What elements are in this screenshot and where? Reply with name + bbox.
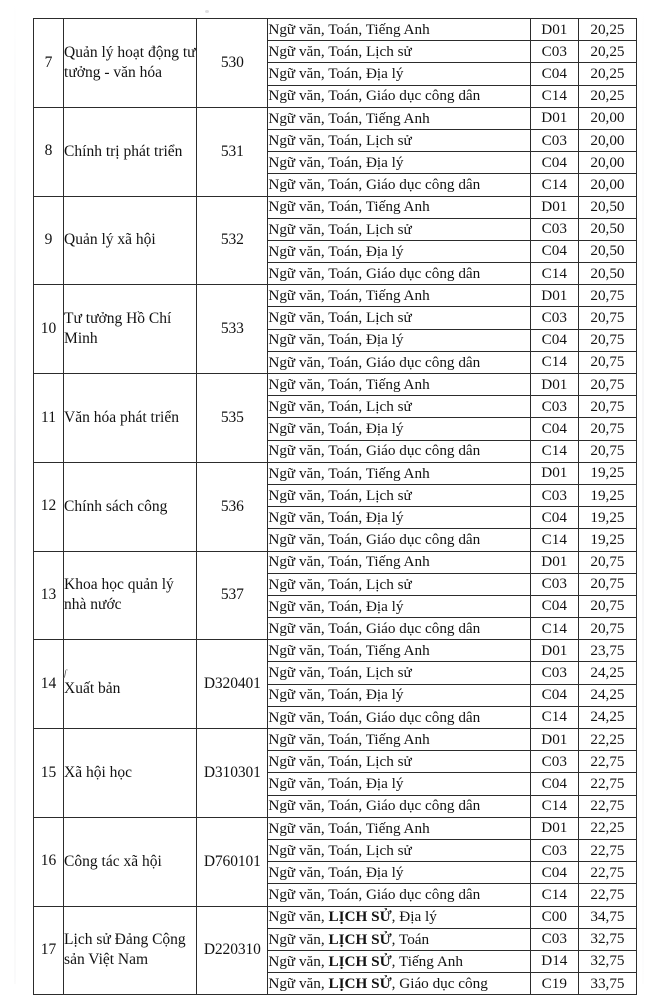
benchmark-score-cell: 20,25: [578, 85, 636, 107]
combination-code-cell: C04: [530, 240, 578, 262]
subject-combination-cell: [268, 107, 530, 129]
subject-prefix: Ngữ văn, Toán,: [268, 863, 366, 881]
benchmark-score-cell: 34,75: [578, 906, 636, 928]
subject-combination-cell: [268, 240, 530, 262]
combination-code-cell: C14: [530, 618, 578, 640]
combination-code-cell: C04: [530, 63, 578, 85]
benchmark-score-cell: 20,75: [578, 618, 636, 640]
row-index-cell: 15: [34, 729, 64, 818]
benchmark-score-cell: 20,75: [578, 396, 636, 418]
subject-combination-cell: [268, 63, 530, 85]
combination-code-cell: D01: [530, 19, 578, 41]
benchmark-score-cell: 24,25: [578, 706, 636, 728]
subject-combination-cell: [268, 19, 530, 41]
subject-prefix: Ngữ văn,: [268, 908, 329, 926]
row-index-cell: 8: [34, 107, 64, 196]
subject-suffix: , Địa lý: [391, 908, 437, 926]
subject-suffix: Địa lý: [365, 863, 404, 881]
subject-suffix: Giáo dục công dân: [365, 176, 481, 194]
subject-suffix: Giáo dục công dân: [365, 442, 481, 460]
subject-prefix: Ngữ văn, Toán,: [268, 331, 366, 349]
combination-code-cell: C03: [530, 928, 578, 950]
subject-prefix: Ngữ văn, Toán,: [268, 819, 366, 837]
benchmark-score-cell: 22,75: [578, 773, 636, 795]
combination-code-cell: C14: [530, 263, 578, 285]
subject-prefix: Ngữ văn, Toán,: [268, 20, 366, 38]
subject-prefix: Ngữ văn, Toán,: [268, 664, 366, 682]
subject-suffix: Tiếng Anh: [365, 20, 430, 38]
subject-combination-cell: [268, 351, 530, 373]
subject-prefix: Ngữ văn, Toán,: [268, 486, 366, 504]
subject-combination-cell: [268, 573, 530, 595]
combination-code-cell: C03: [530, 573, 578, 595]
major-name-label: Tư tưởng Hồ Chí Minh: [64, 309, 172, 348]
combination-code-cell: C03: [530, 307, 578, 329]
scan-artifact-right: [642, 0, 644, 984]
combination-code-cell: D01: [530, 285, 578, 307]
major-name-cell: [64, 640, 197, 729]
subject-combination-cell: [268, 817, 530, 839]
subject-prefix: Ngữ văn, Toán,: [268, 642, 366, 660]
combination-code-cell: D01: [530, 551, 578, 573]
combination-code-cell: D01: [530, 107, 578, 129]
subject-suffix: Tiếng Anh: [365, 730, 430, 748]
subject-suffix: Lịch sử: [365, 309, 412, 327]
row-index-cell: 11: [34, 374, 64, 463]
major-name-label: Quản lý xã hội: [64, 231, 156, 249]
subject-suffix: , Toán: [391, 930, 430, 948]
combination-code-cell: C04: [530, 684, 578, 706]
subject-prefix: Ngữ văn, Toán,: [268, 287, 366, 305]
subject-prefix: Ngữ văn, Toán,: [268, 87, 366, 105]
combination-code-cell: C04: [530, 418, 578, 440]
subject-combination-cell: [268, 751, 530, 773]
subject-prefix: Ngữ văn, Toán,: [268, 753, 366, 771]
major-name-label: Công tác xã hội: [64, 852, 162, 870]
subject-suffix: Lịch sử: [365, 486, 412, 504]
subject-suffix: Lịch sử: [365, 841, 412, 859]
major-code-cell: 533: [197, 285, 268, 374]
handwritten-mark: ʃ: [64, 668, 67, 679]
benchmark-score-cell: 22,75: [578, 751, 636, 773]
benchmark-score-cell: 20,75: [578, 551, 636, 573]
major-name-cell: [64, 817, 197, 906]
table-row: [34, 196, 637, 218]
subject-combination-cell: [268, 484, 530, 506]
combination-code-cell: C04: [530, 595, 578, 617]
subject-combination-cell: [268, 396, 530, 418]
subject-combination-cell: [268, 218, 530, 240]
combination-code-cell: C14: [530, 529, 578, 551]
benchmark-score-cell: 20,50: [578, 218, 636, 240]
row-index-cell: 10: [34, 285, 64, 374]
combination-code-cell: C03: [530, 218, 578, 240]
major-name-cell: [64, 19, 197, 108]
benchmark-score-cell: 20,00: [578, 129, 636, 151]
subject-combination-cell: [268, 795, 530, 817]
combination-code-cell: C03: [530, 662, 578, 684]
subject-suffix: Giáo dục công dân: [365, 264, 481, 282]
table-row: [34, 285, 637, 307]
benchmark-score-cell: 20,25: [578, 19, 636, 41]
subject-prefix: Ngữ văn, Toán,: [268, 442, 366, 460]
subject-combination-cell: [268, 618, 530, 640]
subject-combination-cell: [268, 507, 530, 529]
subject-suffix: Địa lý: [365, 597, 404, 615]
row-index-cell: 16: [34, 817, 64, 906]
subject-combination-cell: [268, 884, 530, 906]
combination-code-cell: C04: [530, 773, 578, 795]
subject-prefix: Ngữ văn, Toán,: [268, 797, 366, 815]
combination-code-cell: C14: [530, 85, 578, 107]
subject-prefix: Ngữ văn, Toán,: [268, 597, 366, 615]
combination-code-cell: C03: [530, 41, 578, 63]
subject-suffix: Tiếng Anh: [365, 642, 430, 660]
table-row: [34, 640, 637, 662]
subject-emphasis: LỊCH SỬ: [328, 974, 392, 992]
subject-combination-cell: [268, 729, 530, 751]
subject-prefix: Ngữ văn, Toán,: [268, 43, 366, 61]
subject-prefix: Ngữ văn, Toán,: [268, 841, 366, 859]
benchmark-score-cell: 19,25: [578, 507, 636, 529]
subject-suffix: Địa lý: [365, 508, 404, 526]
combination-code-cell: D01: [530, 374, 578, 396]
major-code-cell: 531: [197, 107, 268, 196]
benchmark-score-cell: 19,25: [578, 529, 636, 551]
subject-combination-cell: [268, 906, 530, 928]
subject-suffix: , Giáo dục công: [391, 974, 488, 992]
subject-prefix: Ngữ văn, Toán,: [268, 153, 366, 171]
subject-combination-cell: [268, 85, 530, 107]
subject-suffix: Địa lý: [365, 331, 404, 349]
subject-combination-cell: [268, 950, 530, 972]
table-row: [34, 19, 637, 41]
combination-code-cell: C14: [530, 440, 578, 462]
benchmark-score-cell: 20,50: [578, 196, 636, 218]
row-index-cell: 17: [34, 906, 64, 995]
major-name-label: Chính trị phát triển: [64, 142, 183, 160]
major-code-cell: D760101: [197, 817, 268, 906]
subject-prefix: Ngữ văn, Toán,: [268, 264, 366, 282]
combination-code-cell: D01: [530, 196, 578, 218]
subject-combination-cell: [268, 418, 530, 440]
subject-combination-cell: [268, 440, 530, 462]
subject-prefix: Ngữ văn,: [268, 952, 329, 970]
document-sheet: [33, 18, 637, 995]
subject-prefix: Ngữ văn, Toán,: [268, 464, 366, 482]
benchmark-score-cell: 22,25: [578, 817, 636, 839]
major-name-cell: [64, 729, 197, 818]
benchmark-score-cell: 20,75: [578, 440, 636, 462]
benchmark-score-cell: 24,25: [578, 684, 636, 706]
subject-combination-cell: [268, 529, 530, 551]
admission-score-table: [33, 18, 637, 995]
subject-combination-cell: [268, 329, 530, 351]
subject-prefix: Ngữ văn, Toán,: [268, 686, 366, 704]
major-name-label: Xã hội học: [64, 763, 133, 781]
major-code-cell: D320401: [197, 640, 268, 729]
combination-code-cell: C04: [530, 507, 578, 529]
subject-combination-cell: [268, 662, 530, 684]
benchmark-score-cell: 22,75: [578, 795, 636, 817]
benchmark-score-cell: 23,75: [578, 640, 636, 662]
subject-suffix: Tiếng Anh: [365, 464, 430, 482]
subject-combination-cell: [268, 862, 530, 884]
benchmark-score-cell: 20,50: [578, 263, 636, 285]
subject-prefix: Ngữ văn, Toán,: [268, 176, 366, 194]
benchmark-score-cell: 24,25: [578, 662, 636, 684]
benchmark-score-cell: 19,25: [578, 484, 636, 506]
major-name-label: Khoa học quản lý nhà nước: [64, 576, 174, 614]
subject-combination-cell: [268, 196, 530, 218]
subject-suffix: Địa lý: [365, 242, 404, 260]
major-name-label: Quản lý hoạt động tư tưởng - văn hóa: [64, 43, 196, 81]
subject-prefix: Ngữ văn, Toán,: [268, 886, 366, 904]
combination-code-cell: D14: [530, 950, 578, 972]
benchmark-score-cell: 20,75: [578, 573, 636, 595]
major-name-label: Chính sách công: [64, 497, 168, 515]
major-name-cell: [64, 551, 197, 640]
subject-emphasis: LỊCH SỬ: [328, 952, 392, 970]
subject-prefix: Ngữ văn, Toán,: [268, 65, 366, 83]
major-code-cell: 536: [197, 462, 268, 551]
subject-suffix: Giáo dục công dân: [365, 531, 481, 549]
row-index-cell: 14: [34, 640, 64, 729]
scan-speck: [205, 10, 209, 13]
subject-combination-cell: [268, 928, 530, 950]
row-index-cell: 12: [34, 462, 64, 551]
subject-prefix: Ngữ văn, Toán,: [268, 353, 366, 371]
subject-suffix: Địa lý: [365, 686, 404, 704]
subject-prefix: Ngữ văn,: [268, 930, 329, 948]
major-name-cell: [64, 107, 197, 196]
scan-artifact-left: [14, 0, 16, 984]
subject-suffix: Tiếng Anh: [365, 375, 430, 393]
subject-suffix: , Tiếng Anh: [391, 952, 463, 970]
major-name-label: Lịch sử Đảng Cộng sản Việt Nam: [64, 931, 186, 969]
benchmark-score-cell: 20,00: [578, 152, 636, 174]
benchmark-score-cell: 20,50: [578, 240, 636, 262]
subject-prefix: Ngữ văn, Toán,: [268, 730, 366, 748]
subject-combination-cell: [268, 839, 530, 861]
table-row: [34, 906, 637, 928]
subject-suffix: Tiếng Anh: [365, 109, 430, 127]
subject-suffix: Giáo dục công dân: [365, 619, 481, 637]
subject-emphasis: LỊCH SỬ: [328, 930, 392, 948]
major-code-cell: D310301: [197, 729, 268, 818]
combination-code-cell: C04: [530, 152, 578, 174]
major-name-label: Văn hóa phát triển: [64, 408, 179, 426]
subject-suffix: Tiếng Anh: [365, 819, 430, 837]
subject-suffix: Địa lý: [365, 65, 404, 83]
benchmark-score-cell: 22,25: [578, 729, 636, 751]
subject-prefix: Ngữ văn, Toán,: [268, 619, 366, 637]
subject-combination-cell: [268, 263, 530, 285]
combination-code-cell: C14: [530, 706, 578, 728]
subject-suffix: Lịch sử: [365, 753, 412, 771]
subject-combination-cell: [268, 174, 530, 196]
subject-prefix: Ngữ văn, Toán,: [268, 309, 366, 327]
subject-combination-cell: [268, 285, 530, 307]
subject-combination-cell: [268, 684, 530, 706]
subject-prefix: Ngữ văn, Toán,: [268, 131, 366, 149]
subject-combination-cell: [268, 41, 530, 63]
benchmark-score-cell: 22,75: [578, 884, 636, 906]
subject-prefix: Ngữ văn, Toán,: [268, 420, 366, 438]
combination-code-cell: C14: [530, 174, 578, 196]
benchmark-score-cell: 20,75: [578, 374, 636, 396]
major-name-cell: [64, 196, 197, 285]
subject-combination-cell: [268, 374, 530, 396]
subject-suffix: Giáo dục công dân: [365, 886, 481, 904]
subject-prefix: Ngữ văn, Toán,: [268, 508, 366, 526]
subject-prefix: Ngữ văn, Toán,: [268, 575, 366, 593]
combination-code-cell: C04: [530, 329, 578, 351]
combination-code-cell: C04: [530, 862, 578, 884]
major-name-label: Xuất bản: [64, 680, 121, 698]
subject-suffix: Giáo dục công dân: [365, 708, 481, 726]
combination-code-cell: C14: [530, 795, 578, 817]
table-row: [34, 551, 637, 573]
major-name-cell: [64, 374, 197, 463]
combination-code-cell: C19: [530, 973, 578, 995]
subject-prefix: Ngữ văn, Toán,: [268, 398, 366, 416]
subject-suffix: Giáo dục công dân: [365, 87, 481, 105]
table-row: [34, 462, 637, 484]
combination-code-cell: D01: [530, 462, 578, 484]
subject-combination-cell: [268, 129, 530, 151]
combination-code-cell: C03: [530, 839, 578, 861]
combination-code-cell: C00: [530, 906, 578, 928]
row-index-cell: 7: [34, 19, 64, 108]
combination-code-cell: C03: [530, 129, 578, 151]
subject-suffix: Giáo dục công dân: [365, 353, 481, 371]
benchmark-score-cell: 32,75: [578, 928, 636, 950]
subject-combination-cell: [268, 595, 530, 617]
major-code-cell: 532: [197, 196, 268, 285]
benchmark-score-cell: 19,25: [578, 462, 636, 484]
subject-suffix: Tiếng Anh: [365, 553, 430, 571]
benchmark-score-cell: 20,75: [578, 351, 636, 373]
row-index-cell: 9: [34, 196, 64, 285]
benchmark-score-cell: 20,75: [578, 329, 636, 351]
subject-prefix: Ngữ văn, Toán,: [268, 375, 366, 393]
subject-suffix: Lịch sử: [365, 220, 412, 238]
row-index-cell: 13: [34, 551, 64, 640]
table-row: [34, 107, 637, 129]
table-row: [34, 817, 637, 839]
combination-code-cell: C14: [530, 351, 578, 373]
combination-code-cell: D01: [530, 817, 578, 839]
subject-suffix: Địa lý: [365, 420, 404, 438]
major-code-cell: 535: [197, 374, 268, 463]
subject-combination-cell: [268, 307, 530, 329]
subject-suffix: Tiếng Anh: [365, 198, 430, 216]
major-name-cell: [64, 285, 197, 374]
subject-prefix: Ngữ văn, Toán,: [268, 242, 366, 260]
subject-combination-cell: [268, 462, 530, 484]
benchmark-score-cell: 20,25: [578, 63, 636, 85]
subject-suffix: Giáo dục công dân: [365, 797, 481, 815]
combination-code-cell: C03: [530, 751, 578, 773]
subject-combination-cell: [268, 706, 530, 728]
subject-prefix: Ngữ văn, Toán,: [268, 109, 366, 127]
major-code-cell: 537: [197, 551, 268, 640]
subject-prefix: Ngữ văn, Toán,: [268, 553, 366, 571]
major-name-cell: [64, 462, 197, 551]
subject-suffix: Lịch sử: [365, 43, 412, 61]
subject-prefix: Ngữ văn, Toán,: [268, 220, 366, 238]
subject-combination-cell: [268, 152, 530, 174]
subject-combination-cell: [268, 773, 530, 795]
benchmark-score-cell: 22,75: [578, 862, 636, 884]
major-name-cell: [64, 906, 197, 995]
benchmark-score-cell: 20,75: [578, 307, 636, 329]
benchmark-score-cell: 20,00: [578, 174, 636, 196]
subject-prefix: Ngữ văn, Toán,: [268, 198, 366, 216]
subject-combination-cell: [268, 551, 530, 573]
subject-suffix: Lịch sử: [365, 664, 412, 682]
combination-code-cell: C14: [530, 884, 578, 906]
benchmark-score-cell: 32,75: [578, 950, 636, 972]
benchmark-score-cell: 22,75: [578, 839, 636, 861]
benchmark-score-cell: 20,25: [578, 41, 636, 63]
subject-combination-cell: [268, 640, 530, 662]
benchmark-score-cell: 20,00: [578, 107, 636, 129]
subject-prefix: Ngữ văn, Toán,: [268, 708, 366, 726]
subject-suffix: Lịch sử: [365, 575, 412, 593]
major-code-cell: 530: [197, 19, 268, 108]
benchmark-score-cell: 20,75: [578, 418, 636, 440]
table-row: [34, 729, 637, 751]
combination-code-cell: D01: [530, 729, 578, 751]
subject-prefix: Ngữ văn, Toán,: [268, 531, 366, 549]
subject-suffix: Lịch sử: [365, 398, 412, 416]
subject-suffix: Lịch sử: [365, 131, 412, 149]
table-row: [34, 374, 637, 396]
benchmark-score-cell: 20,75: [578, 285, 636, 307]
benchmark-score-cell: 20,75: [578, 595, 636, 617]
subject-prefix: Ngữ văn,: [268, 974, 329, 992]
major-code-cell: D220310: [197, 906, 268, 995]
combination-code-cell: C03: [530, 396, 578, 418]
subject-emphasis: LỊCH SỬ: [328, 908, 392, 926]
subject-suffix: Tiếng Anh: [365, 287, 430, 305]
combination-code-cell: D01: [530, 640, 578, 662]
subject-suffix: Địa lý: [365, 775, 404, 793]
subject-prefix: Ngữ văn, Toán,: [268, 775, 366, 793]
combination-code-cell: C03: [530, 484, 578, 506]
subject-suffix: Địa lý: [365, 153, 404, 171]
benchmark-score-cell: 33,75: [578, 973, 636, 995]
